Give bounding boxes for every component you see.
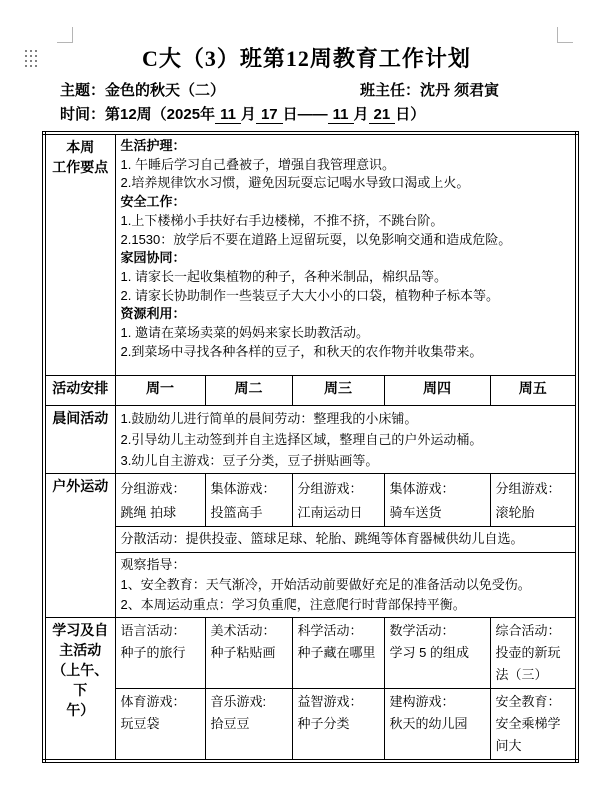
time-text: 月 <box>240 106 256 123</box>
day-header-wednesday: 周三 <box>292 375 384 405</box>
day-header-friday: 周五 <box>490 375 577 405</box>
head-teacher-label: 班主任：沈丹 须君寅 <box>360 82 500 99</box>
activity-name: 种子分类 <box>297 715 350 731</box>
activity-type: 科学活动： <box>297 622 363 638</box>
drag-handle-icon[interactable] <box>25 50 37 67</box>
text-line: 2、本周运动重点：学习负重爬，注意爬行时背部保持平衡。 <box>120 596 466 612</box>
activity-type: 体育游戏： <box>120 693 186 709</box>
activity-name: 秋天的幼儿园 <box>389 715 468 731</box>
text-line: 1. 午睡后学习自己叠被子，增强自我管理意识。 <box>120 156 395 172</box>
label-line: 主活动 <box>59 641 102 658</box>
activity-name: 种子的旅行 <box>120 644 186 660</box>
learning-am-wednesday <box>292 617 384 688</box>
activity-name: 拾豆豆 <box>210 715 250 731</box>
game-name: 滚轮胎 <box>495 504 535 520</box>
learning-pm-friday <box>490 688 577 761</box>
time-text2: 月 <box>353 106 369 123</box>
outdoor-game-monday <box>115 473 205 526</box>
day-header-monday: 周一 <box>115 375 205 405</box>
label-line: 工作要点 <box>52 159 109 175</box>
section-heading: 安全工作： <box>120 194 186 210</box>
game-type: 分组游戏： <box>120 480 186 496</box>
time-month-end: 11 <box>328 106 354 124</box>
game-name: 江南运动日 <box>297 504 363 520</box>
text-line: 1. 请家长一起收集植物的种子，各种米制品，棉织品等。 <box>120 268 447 284</box>
activity-type: 安全教育： <box>495 693 561 709</box>
section-heading: 资源利用： <box>120 306 186 322</box>
time-row <box>60 103 425 124</box>
learning-am-friday <box>490 617 577 688</box>
learning-pm-wednesday <box>292 688 384 761</box>
outdoor-game-wednesday <box>292 473 384 526</box>
outdoor-game-thursday <box>384 473 490 526</box>
learning-am-thursday <box>384 617 490 688</box>
weekly-points-cell <box>115 133 577 375</box>
time-dash: 日—— <box>282 106 328 123</box>
text-line: 2.培养规律饮水习惯，避免因玩耍忘记喝水导致口渴或上火。 <box>120 175 470 191</box>
text-line: 观察指导： <box>120 556 186 572</box>
learning-am-tuesday <box>205 617 292 688</box>
row-label-schedule: 活动安排 <box>44 375 115 405</box>
row-label-morning-activity: 晨间活动 <box>44 405 115 473</box>
outdoor-game-tuesday <box>205 473 292 526</box>
learning-pm-monday <box>115 688 205 761</box>
text-line: 2.引导幼儿主动签到并自主选择区域，整理自己的户外运动桶。 <box>120 431 483 447</box>
label-line: 学习及自 <box>52 621 109 638</box>
time-month-start: 11 <box>215 106 241 124</box>
activity-type: 综合活动： <box>495 622 561 638</box>
time-suffix: 日） <box>395 106 426 123</box>
text-line: 2. 请家长协助制作一些装豆子大大小小的口袋，植物种子标本等。 <box>120 287 499 303</box>
activity-type: 音乐游戏: <box>210 693 267 709</box>
label-line: 本周 <box>66 139 95 155</box>
day-header-tuesday: 周二 <box>205 375 292 405</box>
game-type: 分组游戏： <box>495 480 561 496</box>
observation-guidance-cell <box>115 552 577 617</box>
row-label-learning-activity <box>44 617 115 761</box>
outdoor-game-friday <box>490 473 577 526</box>
game-type: 分组游戏： <box>297 480 363 496</box>
activity-name: 种子藏在哪里 <box>297 644 376 660</box>
learning-pm-thursday <box>384 688 490 761</box>
text-line: 2.1530：放学后不要在道路上逗留玩耍，以免影响交通和造成危险。 <box>120 231 512 247</box>
text-line: 3.幼儿自主游戏：豆子分类，豆子拼贴画等。 <box>120 452 379 468</box>
activity-type: 益智游戏： <box>297 693 363 709</box>
activity-type: 美术活动： <box>210 622 276 638</box>
text-line: 1.上下楼梯小手扶好右手边楼梯，不推不挤，不跳台阶。 <box>120 212 444 228</box>
game-name: 跳绳 拍球 <box>120 504 177 520</box>
text-line: 2.到菜场中寻找各种各样的豆子，和秋天的农作物并收集带来。 <box>120 343 483 359</box>
text-line: 1. 邀请在菜场卖菜的妈妈来家长助教活动。 <box>120 325 369 341</box>
activity-type: 数学活动： <box>389 622 455 638</box>
document-title: C大（3）班第12周教育工作计划 <box>142 46 471 71</box>
day-header-thursday: 周四 <box>384 375 490 405</box>
subject-label: 主题：金色的秋天（二） <box>60 82 226 99</box>
morning-activity-cell <box>115 405 577 473</box>
learning-pm-tuesday <box>205 688 292 761</box>
page-margin-corner-right-icon <box>557 27 573 43</box>
activity-name: 学习 5 的组成 <box>389 644 469 660</box>
time-day-end: 21 <box>369 106 396 124</box>
weekly-plan-table <box>42 131 579 763</box>
game-name: 投篮高手 <box>210 504 263 520</box>
text-line: 1.鼓励幼儿进行简单的晨间劳动：整理我的小床铺。 <box>120 410 418 426</box>
subject-row <box>60 79 571 100</box>
activity-name: 种子粘贴画 <box>210 644 276 660</box>
scatter-activity-cell: 分散活动：提供投壶、篮球足球、轮胎、跳绳等体育器械供幼儿自选。 <box>115 526 577 552</box>
activity-name: 投壶的新玩法（三） <box>495 644 561 682</box>
activity-name: 安全乘梯学问大 <box>495 715 561 753</box>
game-type: 集体游戏： <box>210 480 276 496</box>
game-name: 骑车送货 <box>389 504 442 520</box>
label-line: 午） <box>66 701 95 718</box>
label-line: （上午、下 <box>52 661 109 698</box>
section-heading: 生活护理： <box>120 138 186 153</box>
page-margin-corner-left-icon <box>57 27 73 43</box>
learning-am-monday <box>115 617 205 688</box>
activity-name: 玩豆袋 <box>120 715 160 731</box>
section-heading: 家园协同： <box>120 250 186 266</box>
activity-type: 语言活动： <box>120 622 186 638</box>
row-label-outdoor-sports: 户外运动 <box>44 473 115 617</box>
game-type: 集体游戏： <box>389 480 455 496</box>
time-day-start: 17 <box>256 106 283 124</box>
text-line: 1、安全教育：天气渐冷，开始活动前要做好充足的准备活动以免受伤。 <box>120 576 531 592</box>
activity-type: 建构游戏： <box>389 693 455 709</box>
row-label-weekly-points <box>44 133 115 375</box>
time-prefix: 时间：第12周（2025年 <box>60 106 216 123</box>
